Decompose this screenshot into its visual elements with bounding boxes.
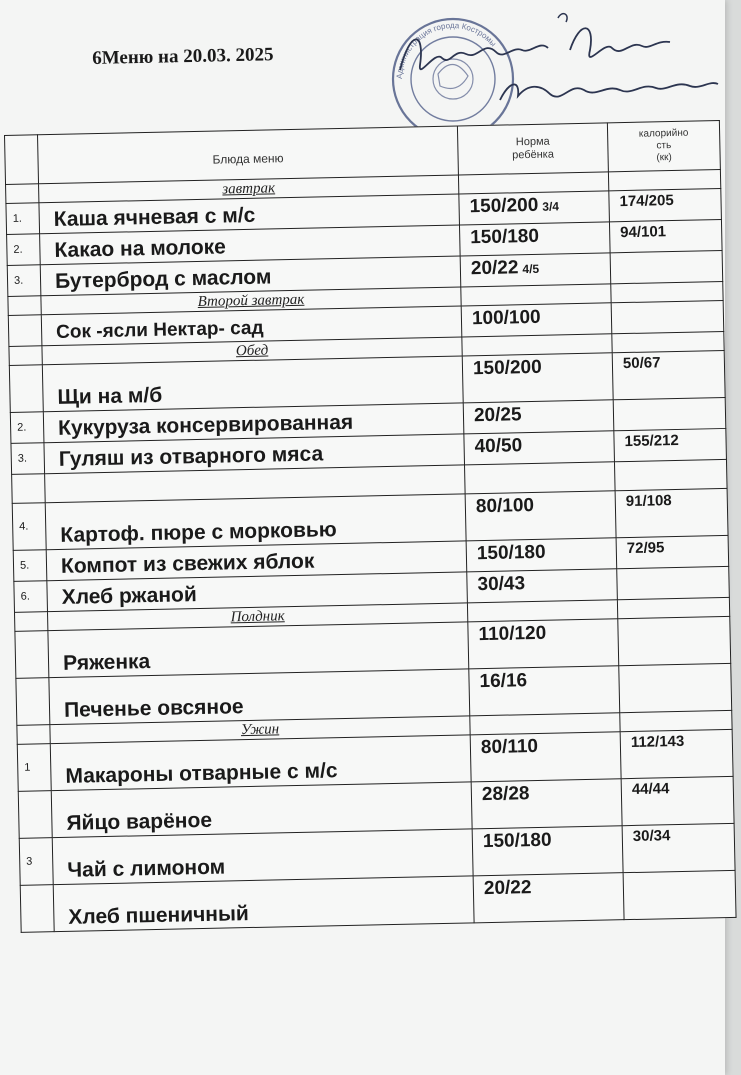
calories: 44/44 bbox=[621, 776, 734, 825]
item-number bbox=[15, 631, 49, 679]
dish-name: Щи на м/б bbox=[42, 356, 463, 412]
portion-norm bbox=[460, 253, 611, 287]
calories: 50/67 bbox=[612, 350, 725, 399]
portion-norm: 28/28 bbox=[471, 779, 622, 829]
calories: 112/143 bbox=[620, 729, 733, 778]
header-calories bbox=[607, 121, 720, 172]
item-number: 1. bbox=[6, 203, 40, 235]
portion-norm: 80/110 bbox=[470, 732, 621, 782]
norm-value: 150/200 bbox=[469, 194, 539, 218]
dish-name: Печенье овсяное bbox=[49, 669, 470, 725]
portion-norm: 100/100 bbox=[461, 303, 612, 337]
item-number: 5. bbox=[13, 550, 47, 582]
dish-name: Компот из свежих яблок bbox=[46, 541, 467, 581]
menu-table bbox=[4, 120, 737, 933]
section-label: Обед bbox=[42, 337, 462, 365]
portion-norm: 30/43 bbox=[467, 569, 618, 603]
item-number: 1 bbox=[17, 744, 51, 792]
page-title: 6Меню на 20.03. 2025 bbox=[92, 44, 274, 69]
norm-sub: 4/5 bbox=[522, 261, 540, 277]
header-cal-line1: калорийно bbox=[638, 127, 689, 140]
calories: 174/205 bbox=[609, 189, 722, 222]
dish-name: Чай с лимоном bbox=[52, 829, 473, 885]
section-label: Второй завтрак bbox=[41, 287, 461, 315]
header-norm bbox=[457, 123, 608, 175]
norm-sub: 3/4 bbox=[542, 199, 560, 214]
dish-name: Бутерброд с маслом bbox=[40, 256, 461, 296]
calories: 30/34 bbox=[622, 823, 735, 872]
header-cal-line3: (кк) bbox=[656, 152, 672, 164]
dish-name: Сок -ясли Нектар- сад bbox=[41, 306, 462, 346]
dish-name: Хлеб ржаной bbox=[47, 572, 468, 612]
item-number: 2. bbox=[10, 412, 44, 444]
dish-name: Яйцо варёное bbox=[51, 782, 472, 838]
header-cal-line2: сть bbox=[656, 140, 672, 152]
portion-norm: 20/25 bbox=[463, 400, 614, 434]
dish-name: Гуляш из отварного мяса bbox=[44, 434, 465, 474]
item-number bbox=[16, 678, 50, 726]
header-dish: Блюда меню bbox=[38, 126, 459, 184]
calories bbox=[623, 870, 736, 919]
header-num bbox=[5, 135, 39, 185]
portion-norm: 40/50 bbox=[464, 431, 615, 465]
stamp-text: Администрация города Костромы bbox=[394, 20, 498, 80]
dish-name: Хлеб пшеничный bbox=[53, 876, 474, 932]
portion-norm: 80/100 bbox=[465, 491, 616, 541]
item-number: 3 bbox=[19, 838, 53, 886]
item-number: 3. bbox=[11, 443, 45, 475]
portion-norm: 110/120 bbox=[468, 619, 619, 669]
dish-name: Какао на молоке bbox=[40, 225, 461, 265]
item-number: 2. bbox=[7, 234, 41, 266]
calories bbox=[611, 300, 724, 333]
item-number bbox=[20, 885, 54, 933]
dish-name: Кукуруза консервированная bbox=[43, 403, 464, 443]
dish-name: Ряженка bbox=[48, 622, 469, 678]
calories bbox=[610, 250, 723, 283]
dish-name: Картоф. пюре с морковью bbox=[45, 494, 466, 550]
portion-norm: 150/180 bbox=[466, 538, 617, 572]
calories: 94/101 bbox=[609, 219, 722, 252]
portion-norm: 150/180 bbox=[472, 826, 623, 876]
portion-norm: 20/22 bbox=[473, 873, 624, 923]
calories bbox=[618, 616, 731, 665]
calories: 155/212 bbox=[614, 428, 727, 461]
header-norm-line2: ребёнка bbox=[512, 148, 555, 162]
portion-norm: 150/200 bbox=[462, 353, 613, 403]
item-number: 6. bbox=[14, 581, 48, 613]
section-label: Полдник bbox=[47, 603, 467, 631]
menu-table-wrap bbox=[4, 120, 737, 933]
item-number bbox=[9, 365, 43, 413]
calories bbox=[617, 566, 730, 599]
section-label: Ужин bbox=[50, 716, 470, 744]
dish-name: Макароны отварные с м/с bbox=[50, 735, 471, 791]
portion-norm: 150/180 bbox=[459, 222, 610, 256]
item-number: 3. bbox=[7, 265, 41, 297]
portion-norm: 16/16 bbox=[469, 666, 620, 716]
section-label: завтрак bbox=[39, 175, 459, 203]
calories bbox=[619, 663, 732, 712]
dish-name: Каша ячневая с м/с bbox=[39, 194, 460, 234]
item-number bbox=[18, 791, 52, 839]
calories: 72/95 bbox=[616, 535, 729, 568]
signature bbox=[380, 10, 725, 130]
item-number: 4. bbox=[12, 503, 46, 551]
calories bbox=[613, 397, 726, 430]
item-number bbox=[8, 315, 42, 347]
header-norm-line1: Норма bbox=[515, 135, 550, 149]
portion-norm bbox=[459, 191, 610, 225]
calories: 91/108 bbox=[615, 488, 728, 537]
norm-value: 20/22 bbox=[470, 257, 519, 280]
